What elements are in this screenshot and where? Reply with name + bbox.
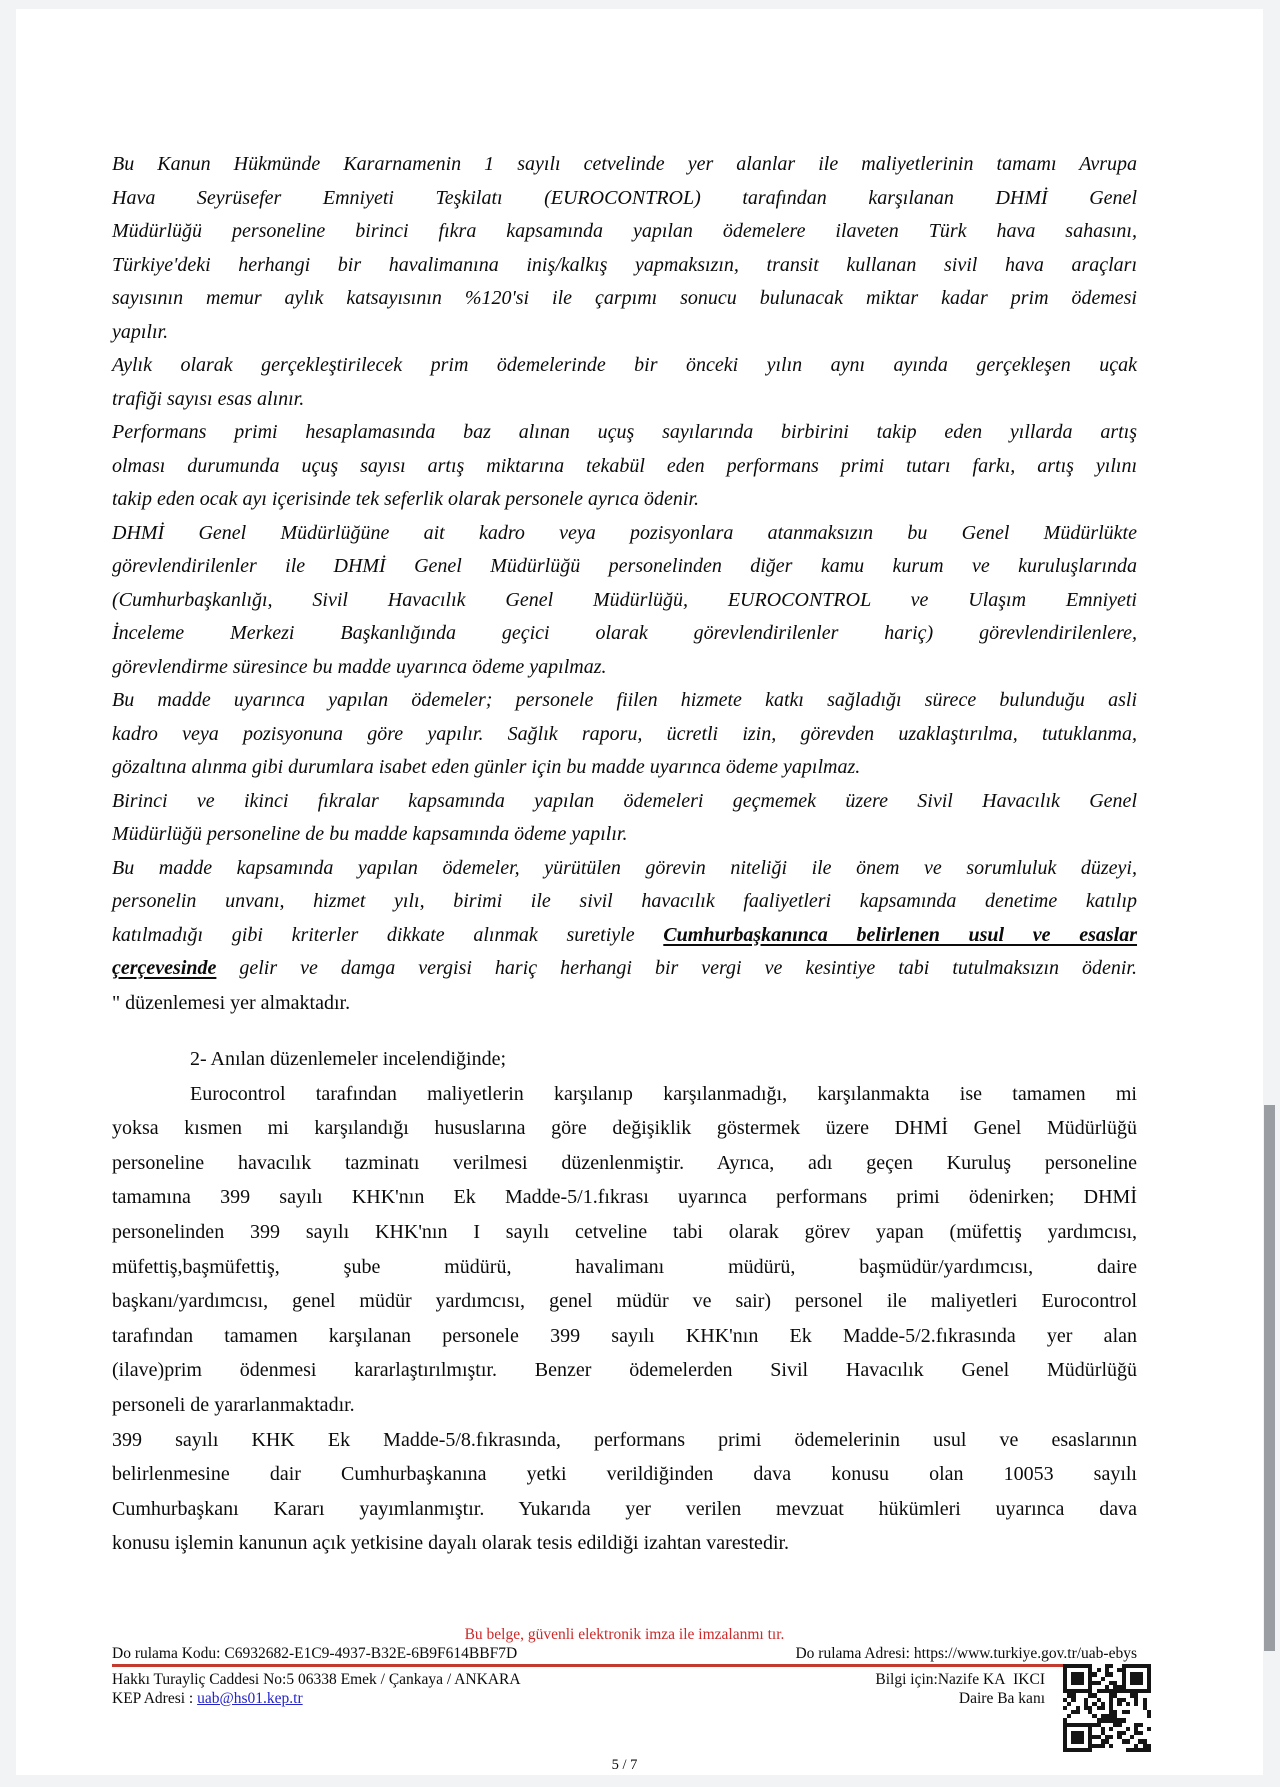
quote-line: gözaltına alınma gibi durumlara isabet eden günler için bu madde uyarınca ödeme yapılmaz. — [112, 756, 861, 778]
quote-line: Bu Kanun Hükmünde Kararnamenin 1 sayılı cetvelinde yer alanlar ile maliyetlerinin tamamı Avrupa — [112, 153, 1137, 175]
body-line: yoksa kısmen mi karşılandığı hususlarına göre değişiklik göstermek üzere DHMİ Genel Müdürlüğü — [112, 1117, 1137, 1140]
quote-line: kadro veya pozisyonuna göre yapılır. Sağlık raporu, ücretli izin, görevden uzaklaştırılma, tutuklanma, — [112, 722, 1137, 745]
quote-line: DHMİ Genel Müdürlüğüne ait kadro veya pozisyonlara atanmaksızın bu Genel Müdürlükte — [112, 521, 1137, 544]
quote-line: Bu madde kapsamında yapılan ödemeler, yürütülen görevin niteliği ile önem ve sorumluluk düzeyi, — [112, 856, 1137, 879]
paragraph-spacer — [112, 1020, 1137, 1042]
quote-line: olması durumunda uçuş sayısı artış miktarına tekabül eden performans primi tutarı farkı, artış yılını — [112, 454, 1137, 477]
body-line: tarafından tamamen karşılanan personele 399 sayılı KHK'nın Ek Madde-5/2.fıkrasında yer alan — [112, 1324, 1137, 1347]
quote-line: Müdürlüğü personeline birinci fıkra kapsamında yapılan ödemelere ilaveten Türk hava sahasını, — [112, 220, 1137, 242]
contact-person: Bilgi için:Nazife KA IKCI — [875, 1671, 1045, 1688]
document-footer — [112, 1626, 1137, 1786]
document-page — [16, 9, 1263, 1775]
quote-line: trafiği sayısı esas alınır. — [112, 387, 305, 410]
body-line: Eurocontrol tarafından maliyetlerin karşılanıp karşılanmadığı, karşılanmakta ise tamamen mi — [190, 1082, 1137, 1105]
scrollbar-track[interactable] — [1263, 0, 1280, 1787]
contact-title: Daire Ba kanı — [958, 1689, 1045, 1707]
quote-line: Hava Seyrüsefer Emniyeti Teşkilatı (EUROCONTROL) tarafından karşılanan DHMİ Genel — [112, 186, 1137, 209]
quote-line: takip eden ocak ayı içerisinde tek seferlik olarak personele ayrıca ödenir. — [112, 488, 700, 510]
body-line: başkanı/yardımcısı, genel müdür yardımcısı, genel müdür ve sair) personel ile maliyetleri Eurocontrol — [112, 1290, 1137, 1313]
body-line: belirlenmesine dair Cumhurbaşkanına yetki verildiğinden dava konusu olan 10053 sayılı — [112, 1463, 1137, 1486]
page-number: 5 / 7 — [611, 1757, 638, 1773]
quote-closing-line: " düzenlemesi yer almaktadır. — [112, 991, 351, 1014]
body-line: tamamına 399 sayılı KHK'nın Ek Madde-5/1.fıkrası uyarınca performans primi ödenirken; DHMİ — [112, 1186, 1137, 1209]
kep-address-line — [112, 1690, 521, 1709]
body-line: (ilave)prim ödenmesi kararlaştırılmıştır. Benzer ödemelerden Sivil Havacılık Genel Müdürlüğü — [112, 1359, 1137, 1382]
quote-line: yapılır. — [112, 320, 169, 343]
verification-code: Do rulama Kodu: C6932682-E1C9-4937-B32E-6B9F614BBF7D — [112, 1645, 518, 1662]
quote-line: görevlendirilenler ile DHMİ Genel Müdürlüğü personelinden diğer kamu kurum ve kuruluşlarında — [112, 555, 1137, 577]
quote-line: Bu madde uyarınca yapılan ödemeler; personele fiilen hizmete katkı sağladığı sürece bulunduğu asli — [112, 689, 1137, 711]
verification-address: Do rulama Adresi: https://www.turkiye.gov.tr/uab-ebys — [795, 1645, 1137, 1662]
postal-address: Hakkı Turayliç Caddesi No:5 06338 Emek / Çankaya / ANKARA — [112, 1671, 521, 1688]
body-line: Cumhurbaşkanı Kararı yayımlanmıştır. Yukarıda yer verilen mevzuat hükümleri uyarınca dava — [112, 1497, 1137, 1520]
emphasized-phrase: çerçevesinde — [112, 957, 217, 979]
qr-code — [1063, 1664, 1151, 1752]
quote-line — [112, 919, 1137, 953]
body-line: konusu işlemin kanunun açık yetkisine dayalı olarak tesis edildiği izahtan varestedir. — [112, 1532, 790, 1555]
verification-row — [112, 1645, 1137, 1662]
red-divider — [112, 1664, 1137, 1667]
body-line: personelinden 399 sayılı KHK'nın I sayılı cetveline tabi olarak görev yapan (müfettiş yardımcısı, — [112, 1221, 1137, 1244]
emphasized-phrase: Cumhurbaşkanınca belirlenen usul ve esaslar — [663, 923, 1138, 946]
quote-line: Müdürlüğü personeline de bu madde kapsamında ödeme yapılır. — [112, 823, 628, 845]
signed-notice: Bu belge, güvenli elektronik imza ile imzalanmı tır. — [464, 1626, 785, 1643]
body-line: 399 sayılı KHK Ek Madde-5/8.fıkrasında, performans primi ödemelerinin usul ve esaslarının — [112, 1428, 1137, 1451]
footer-left-column — [112, 1671, 521, 1708]
scrollbar-thumb[interactable] — [1264, 1105, 1275, 1651]
section-heading: 2- Anılan düzenlemeler incelendiğinde; — [190, 1048, 506, 1071]
quote-line-text: katılmadığı gibi kriterler dikkate alınmak suretiyle — [112, 923, 664, 946]
body-line: personeli de yararlanmaktadır. — [112, 1394, 355, 1417]
quote-line: Türkiye'deki herhangi bir havalimanına iniş/kalkış yapmaksızın, transit kullanan sivil hava araçları — [112, 253, 1137, 276]
footer-columns — [112, 1671, 1137, 1708]
quote-line: Birinci ve ikinci fıkralar kapsamında yapılan ödemeleri geçmemek üzere Sivil Havacılık Genel — [112, 789, 1137, 812]
quote-line — [112, 952, 1137, 986]
quote-line: görevlendirme süresince bu madde uyarınca ödeme yapılmaz. — [112, 655, 607, 678]
quote-line: Performans primi hesaplamasında baz alınan uçuş sayılarında birbirini takip eden yıllarda artış — [112, 421, 1137, 443]
quote-line: Aylık olarak gerçekleştirilecek prim ödemelerinde bir önceki yılın aynı ayında gerçekleşen uçak — [112, 354, 1137, 376]
body-line: müfettiş,başmüfettiş, şube müdürü, havalimanı müdürü, başmüdür/yardımcısı, daire — [112, 1255, 1137, 1278]
kep-label: KEP Adresi : — [112, 1689, 198, 1707]
quote-line: personelin unvanı, hizmet yılı, birimi ile sivil havacılık faaliyetleri kapsamında denetime katılıp — [112, 890, 1137, 912]
kep-email-link[interactable]: uab@hs01.kep.tr — [197, 1689, 303, 1707]
quote-line: (Cumhurbaşkanlığı, Sivil Havacılık Genel Müdürlüğü, EUROCONTROL ve Ulaşım Emniyeti — [112, 588, 1137, 611]
document-body — [16, 9, 1263, 1561]
quote-line: sayısının memur aylık katsayısının %120'si ile çarpımı sonucu bulunacak miktar kadar prim ödemesi — [112, 287, 1137, 309]
body-line: personeline havacılık tazminatı verilmesi düzenlenmiştir. Ayrıca, adı geçen Kuruluş personeline — [112, 1151, 1137, 1174]
quote-line: İnceleme Merkezi Başkanlığında geçici olarak görevlendirilenler hariç) görevlendirilenlere, — [112, 622, 1137, 644]
quote-line-text: gelir ve damga vergisi hariç herhangi bir vergi ve kesintiye tabi tutulmaksızın ödenir. — [216, 957, 1137, 979]
